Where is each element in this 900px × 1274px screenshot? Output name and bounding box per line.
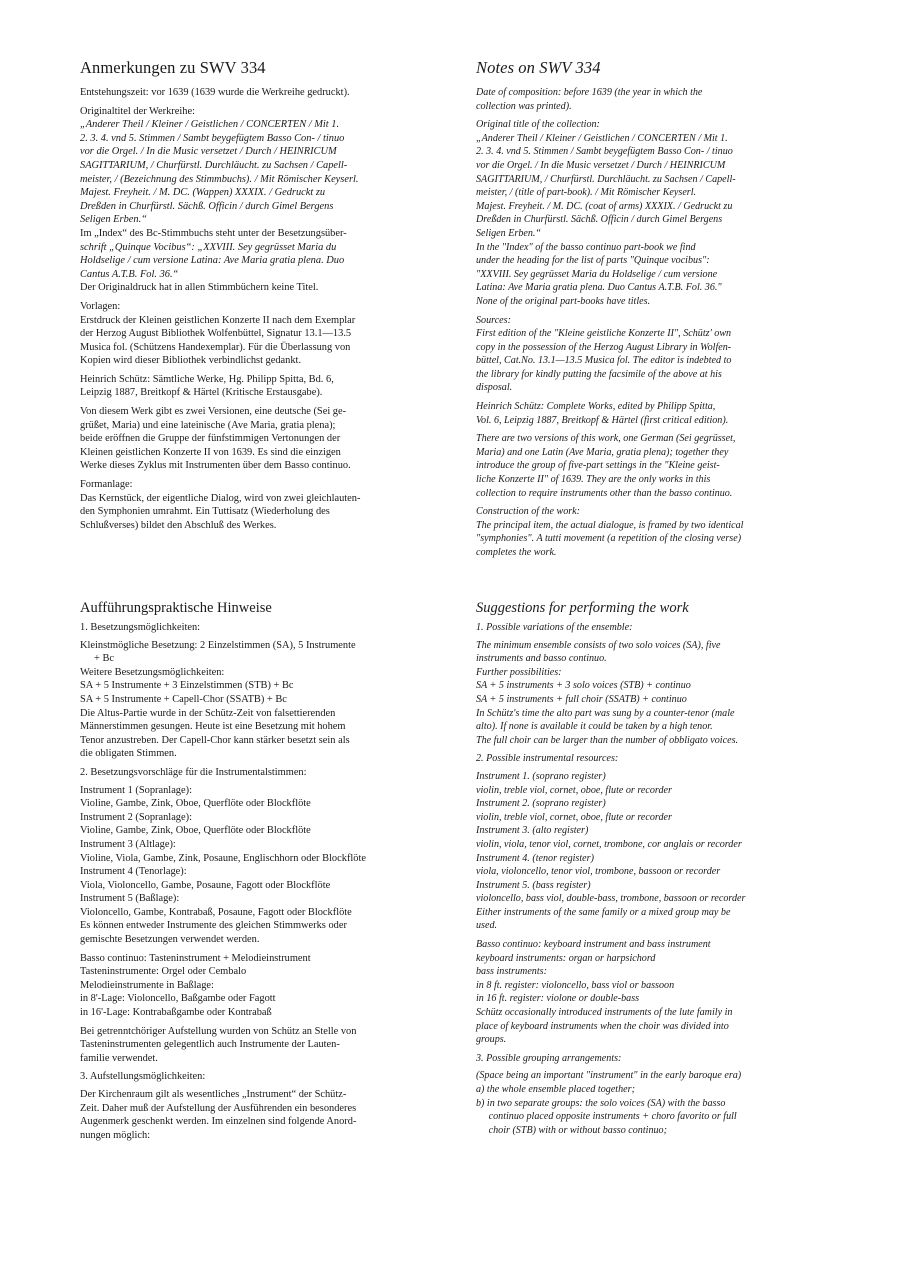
text-line: Violine, Gambe, Zink, Oboe, Querflöte oder Blockflöte [80,798,311,810]
versions-section-en [476,432,816,500]
text-line: The minimum ensemble consists of two solo voices (SA), five [476,639,721,651]
text-line: completes the work. [476,547,557,558]
performance-german-column [80,600,448,1147]
text-line: SAGITTARIUM, / Churfürstl. Durchläucht. zu Sachsen / Capell- [80,159,348,171]
text-line: Instrument 3 (Altlage): [80,838,176,850]
performance-english-column [476,600,816,1142]
text-line: violin, viola, tenor viol, cornet, trombone, cor anglais or recorder [476,838,742,850]
text-line: 2. 3. 4. vnd 5. Stimmen / Sambt beygefügtem Basso Con- / tinuo [476,146,733,158]
text-line: 1. Possible variations of the ensemble: [476,622,633,633]
text-line: Tasteninstrumenten gelegentlich auch Instrumente der Lauten- [80,1039,340,1051]
text-line: in 8 ft. register: violoncello, bass viol or bassoon [476,979,675,991]
text-line: schrift „Quinque Vocibus“: „XXVIII. Sey gegrüsset Maria du [80,241,337,253]
text-line: vor die Orgel. / In die Music versetzet / Durch / HEINRICUM [80,146,337,158]
text-line: meister, / (title of part-book). / Mit Römischer Keyserl. [476,187,697,199]
text-line: Construction of the work: [476,506,581,518]
text-line: Further possibilities: [476,666,562,678]
text-line: b) in two separate groups: the solo voices (SA) with the basso [476,1097,726,1109]
text-line: Instrument 4. (tenor register) [476,852,594,864]
text-line: Date of composition: before 1639 (the year in which the [476,87,703,98]
lute-family-note-de [80,1025,448,1066]
text-line: familie verwendet. [80,1052,158,1064]
text-line: den Symphonien umrahmt. Ein Tuttisatz (Wiederholung des [80,506,330,518]
text-line: Weitere Besetzungsmöglichkeiten: [80,666,225,678]
text-line: Instrument 2 (Sopranlage): [80,811,192,823]
text-line: Männerstimmen gesungen. Heute ist eine Besetzung mit hohem [80,721,346,733]
text-line: groups. [476,1034,507,1046]
text-line: Violoncello, Gambe, Kontrabaß, Posaune, Fagott oder Blockflöte [80,906,352,918]
text-line: Violine, Gambe, Zink, Oboe, Querflöte oder Blockflöte [80,825,311,837]
text-line: Latina: Ave Maria gratia plena. Duo Cantus A.T.B. Fol. 36." [476,282,722,294]
text-line: grüßet, Maria) und eine lateinische (Ave Maria, gratia plena); [80,419,336,431]
text-line: Cantus A.T.B. Fol. 36.“ [80,268,179,280]
notes-english-column [476,58,816,565]
text-line: disposal. [476,382,513,394]
instruments-section-de [80,766,448,947]
text-line: nungen möglich: [80,1129,151,1141]
text-line: Either instruments of the same family or a mixed group may be [476,906,731,918]
text-line: Leipzig 1887, Breitkopf & Härtel (Kritische Erstausgabe). [80,387,323,399]
arrangement-section-en [476,1052,816,1138]
text-line: Kleinen geistlichen Konzerte II von 1639. Es sind die einzigen [80,446,341,458]
text-line: Formanlage: [80,479,133,491]
spitta-edition-de [80,373,448,400]
text-line: copy in the possession of the Herzog August Library in Wolfen- [476,341,732,353]
text-line: Schlußverses) bildet den Abschluß des Werkes. [80,519,277,531]
form-section-de [80,478,448,532]
text-line: "XXVIII. Sey gegrüsset Maria du Holdselige / cum versione [476,268,718,280]
text-line: „Anderer Theil / Kleiner / Geistlichen / CONCERTEN / Mit 1. [476,132,728,144]
text-line: collection was printed). [476,100,572,112]
instruments-section-en [476,752,816,933]
text-line: Basso continuo: Tasteninstrument + Melodieinstrument [80,952,311,964]
text-line: Vorlagen: [80,300,121,312]
ensemble-section-en [476,621,816,747]
text-line: Majest. Freyheit. / M. DC. (coat of arms) XXXIX. / Gedruckt zu [476,200,733,212]
text-line: collection to require instruments other than the basso continuo. [476,487,733,499]
text-line: in 8'-Lage: Violoncello, Baßgambe oder Fagott [80,993,276,1005]
text-line: der Herzog August Bibliothek Wolfenbüttel, Signatur 13.1—13.5 [80,328,352,340]
text-line: alto). If none is available it could be taken by a high tenor. [476,721,713,733]
date-of-composition-en [476,86,816,113]
text-line: Original title of the collection: [476,119,600,131]
text-line: Heinrich Schütz: Complete Works, edited by Philipp Spitta, [476,401,716,413]
text-line: Augenmerk geschenkt werden. Im einzelnen sind folgende Anord- [80,1116,357,1128]
text-line: beide eröffnen die Gruppe der fünfstimmigen Vertonungen der [80,433,341,445]
text-line: in 16'-Lage: Kontrabaßgambe oder Kontrabaß [80,1007,272,1019]
text-line: Viola, Violoncello, Gambe, Posaune, Fagott oder Blockflöte [80,879,331,891]
notes-german-column [80,58,448,537]
text-line: Werke dieses Zyklus mit Instrumenten über dem Basso continuo. [80,460,351,472]
text-line: Instrument 1 (Sopranlage): [80,784,192,796]
text-line: The full choir can be larger than the number of obbligato voices. [476,734,739,746]
text-line: continuo placed opposite instruments + choro favorito or full [476,1111,737,1123]
text-line: meister, / (Bezeichnung des Stimmbuchs). / Mit Römischer Keyserl. [80,173,359,185]
text-line: 2. Possible instrumental resources: [476,753,619,765]
text-line: introduce the group of five-part settings in the "Kleine geist- [476,460,720,472]
text-line: used. [476,920,498,932]
text-line: Bei getrenntchöriger Aufstellung wurden von Schütz an Stelle von [80,1025,357,1037]
text-line: a) the whole ensemble placed together; [476,1084,635,1095]
text-line: Basso continuo: keyboard instrument and bass instrument [476,939,711,951]
versions-section-de [80,405,448,473]
text-line: „Anderer Theil / Kleiner / Geistlichen / CONCERTEN / Mit 1. [80,119,340,131]
text-line: Schütz occasionally introduced instruments of the lute family in [476,1007,733,1019]
text-line: büttel, Cat.No. 13.1—13.5 Musica fol. The editor is indebted to [476,355,732,367]
ensemble-section-de [80,621,448,761]
text-line: Seligen Erben.“ [476,227,542,239]
text-line: 2. 3. 4. vnd 5. Stimmen / Sambt beygefügtem Basso Con- / tinuo [80,132,345,144]
text-line: 2. Besetzungsvorschläge für die Instrumentalstimmen: [80,766,307,778]
text-line: violin, treble viol, cornet, oboe, flute or recorder [476,784,672,796]
text-line: Melodieinstrumente in Baßlage: [80,979,214,991]
text-line: Instrument 1. (soprano register) [476,770,606,782]
form-section-en [476,505,816,559]
text-line: + Bc [94,653,114,665]
text-line: liche Konzerte II" of 1639. They are the only works in this [476,474,711,486]
notes-german-title: Anmerkungen zu SWV 334 [80,58,266,77]
text-line: Tenor anzustreben. Der Capell-Chor kann stärker besetzt sein als [80,734,350,746]
text-line: Vol. 6, Leipzig 1887, Breitkopf & Härtel (first critical edition). [476,414,729,426]
text-line: Instrument 5 (Baßlage): [80,893,180,905]
text-line: SA + 5 instruments + 3 solo voices (STB) + continuo [476,680,691,692]
text-line: Der Originaldruck hat in allen Stimmbüchern keine Titel. [80,282,319,294]
text-line: Holdselige / cum versione Latina: Ave Maria gratia plena. Duo [80,255,345,267]
text-line: "symphonies". A tutti movement (a repetition of the closing verse) [476,533,742,545]
text-line: place of keyboard instruments when the choir was divided into [476,1020,729,1032]
text-line: Seligen Erben.“ [80,214,147,226]
text-line: Instrument 2. (soprano register) [476,798,606,810]
text-line: Dreßden in Churfürstl. Sächß. Officin / durch Gimel Bergens [476,214,723,226]
text-line: Im „Index“ des Bc-Stimmbuchs steht unter der Besetzungsüber- [80,227,347,239]
text-line: Erstdruck der Kleinen geistlichen Konzerte II nach dem Exemplar [80,314,356,326]
text-line: in 16 ft. register: violone or double-bass [476,993,640,1005]
basso-continuo-section-de [80,952,448,1020]
text-line: SA + 5 Instrumente + 3 Einzelstimmen (STB) + Bc [80,680,294,692]
text-line: 3. Aufstellungsmöglichkeiten: [80,1071,206,1083]
text-line: There are two versions of this work, one German (Sei gegrüsset, [476,433,736,445]
notes-english-title: Notes on SWV 334 [476,58,601,77]
original-title-section-en [476,118,816,308]
performance-german-title: Aufführungspraktische Hinweise [80,600,272,616]
text-line: Dreßden in Churfürstl. Sächß. Officin / durch Gimel Bergens [80,200,334,212]
arrangement-section-de [80,1070,448,1142]
text-line: bass instruments: [476,966,547,978]
spitta-edition-en [476,400,816,427]
text-line: die obligaten Stimmen. [80,748,177,760]
text-line: 3. Possible grouping arrangements: [476,1052,622,1064]
text-line: SA + 5 Instrumente + Capell-Chor (SSATB) + Bc [80,693,287,705]
date-of-composition-de [80,86,448,100]
text-line: Der Kirchenraum gilt als wesentliches „Instrument“ der Schütz- [80,1089,347,1100]
text-line: Majest. Freyheit. / M. DC. (Wappen) XXXIX. / Gedruckt zu [80,187,326,199]
text-line: Instrument 4 (Tenorlage): [80,866,187,878]
text-line: None of the original part-books have titles. [476,295,651,307]
text-line: 1. Besetzungsmöglichkeiten: [80,622,201,633]
text-line: SA + 5 instruments + full choir (SSATB) + continuo [476,693,687,705]
original-title-section-de [80,105,448,295]
text-line: Musica fol. (Schützens Handexemplar). Für die Überlassung von [80,341,351,353]
text-line: Tasteninstrumente: Orgel oder Cembalo [80,966,247,978]
text-line: First edition of the "Kleine geistliche Konzerte II", Schütz' own [476,328,732,340]
text-line: gemischte Besetzungen verwendet werden. [80,934,260,946]
text-line: Heinrich Schütz: Sämtliche Werke, Hg. Philipp Spitta, Bd. 6, [80,373,334,385]
text-line: keyboard instruments: organ or harpsichord [476,952,656,964]
text-line: viola, violoncello, tenor viol, trombone, bassoon or recorder [476,866,721,878]
text-line: vor die Orgel. / In die Music versetzet / Durch / HEINRICUM [476,159,726,171]
text-line: In the "Index" of the basso continuo part-book we find [476,241,696,253]
sources-section-de [80,300,448,368]
text-line: SAGITTARIUM, / Churfürstl. Durchläucht. zu Sachsen / Capell- [476,173,736,185]
sources-section-en [476,314,816,396]
text-line: Kleinstmögliche Besetzung: 2 Einzelstimmen (SA), 5 Instrumente [80,639,356,651]
text-line: the library for kindly putting the facsimile of the above at his [476,368,722,380]
text-line: Das Kernstück, der eigentliche Dialog, wird von zwei gleichlauten- [80,492,361,504]
basso-continuo-section-en [476,938,816,1047]
text-line: choir (STB) with or without basso continuo; [476,1124,667,1136]
text-line: Maria) and one Latin (Ave Maria, gratia plena); together they [476,446,729,458]
text-line: Violine, Viola, Gambe, Zink, Posaune, Englischhorn oder Blockflöte [80,852,366,864]
text-line: (Space being an important "instrument" in the early baroque era) [476,1070,742,1082]
text-line: Instrument 3. (alto register) [476,825,589,837]
text-line: violoncello, bass viol, double-bass, trombone, bassoon or recorder [476,893,746,905]
text-line: Instrument 5. (bass register) [476,879,591,891]
text-line: under the heading for the list of parts "Quinque vocibus": [476,255,710,267]
text-line: The principal item, the actual dialogue, is framed by two identical [476,519,744,531]
text-line: Sources: [476,314,511,326]
text-line: Es können entweder Instrumente des gleichen Stimmwerks oder [80,920,347,932]
text-line: instruments and basso continuo. [476,653,607,665]
text-line: Von diesem Werk gibt es zwei Versionen, eine deutsche (Sei ge- [80,406,347,418]
text-line: Kopien wird dieser Bibliothek verbindlichst gedankt. [80,355,302,367]
text-line: Die Altus-Partie wurde in der Schütz-Zeit von falsettierenden [80,707,336,719]
text-line: violin, treble viol, cornet, oboe, flute or recorder [476,811,672,823]
text-line: Originaltitel der Werkreihe: [80,105,195,117]
performance-english-title: Suggestions for performing the work [476,600,689,616]
text-line: In Schütz's time the alto part was sung by a counter-tenor (male [476,707,735,719]
text-line: Entstehungszeit: vor 1639 (1639 wurde die Werkreihe gedruckt). [80,87,350,98]
text-line: Zeit. Daher muß der Aufstellung der Ausführenden ein besonderes [80,1102,357,1114]
